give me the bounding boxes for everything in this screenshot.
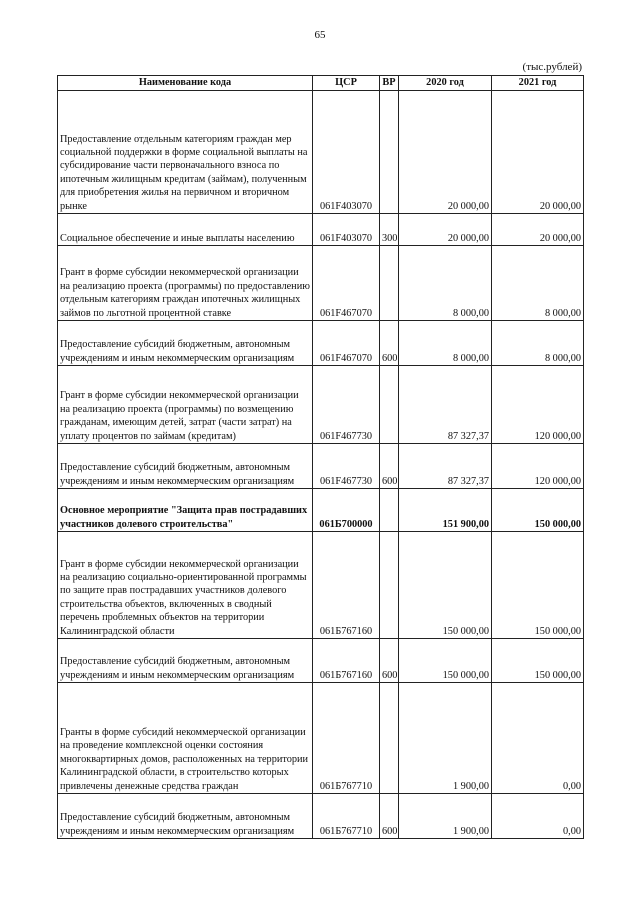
row-name: Предоставление субсидий бюджетным, автономным учреждениям и иным некоммерческим организациям (58, 444, 313, 489)
row-vr: 600 (380, 639, 399, 683)
table-row (58, 639, 584, 683)
row-csr: 061F467730 (313, 444, 380, 489)
row-vr (380, 532, 399, 639)
row-2021: 150 000,00 (492, 532, 584, 639)
row-2020: 150 000,00 (399, 639, 492, 683)
row-2020: 1 900,00 (399, 794, 492, 839)
row-vr (380, 489, 399, 532)
row-2020: 20 000,00 (399, 214, 492, 246)
row-csr: 061F403070 (313, 214, 380, 246)
row-csr: 061Б767710 (313, 794, 380, 839)
row-vr (380, 683, 399, 794)
row-2021: 0,00 (492, 683, 584, 794)
header-vr: ВР (380, 76, 399, 91)
row-name: Предоставление отдельным категориям граждан мер социальной поддержки в форме социальной выплаты на субсидирование части первоначального взноса по ипотечным жилищным кредитам (займам), полученным для приобретения жилья на первичном и вторичном рынке (58, 91, 313, 214)
row-vr: 600 (380, 794, 399, 839)
table-header-row (58, 76, 584, 91)
row-2020: 151 900,00 (399, 489, 492, 532)
row-2021: 120 000,00 (492, 366, 584, 444)
row-vr: 300 (380, 214, 399, 246)
row-2021: 150 000,00 (492, 489, 584, 532)
row-2020: 150 000,00 (399, 532, 492, 639)
table-row (58, 91, 584, 214)
row-2021: 8 000,00 (492, 321, 584, 366)
row-2021: 120 000,00 (492, 444, 584, 489)
row-2021: 20 000,00 (492, 214, 584, 246)
header-2020: 2020 год (399, 76, 492, 91)
row-name: Грант в форме субсидии некоммерческой организации на реализацию проекта (программы) по возмещению гражданам, имеющим детей, затрат (части затрат) на уплату процентов по займам (кредитам) (58, 366, 313, 444)
row-csr: 061F467070 (313, 246, 380, 321)
row-2021: 0,00 (492, 794, 584, 839)
table-row (58, 321, 584, 366)
row-name: Грант в форме субсидии некоммерческой организации на реализацию социально-ориентированной программы по защите прав пострадавших участников долевого строительства объектов, включенных в сводный перечень проблемных объектов на территории Калининградской области (58, 532, 313, 639)
row-2020: 8 000,00 (399, 321, 492, 366)
table-row (58, 532, 584, 639)
row-2020: 20 000,00 (399, 91, 492, 214)
row-2021: 20 000,00 (492, 91, 584, 214)
row-name: Основное мероприятие "Защита прав пострадавших участников долевого строительства" (58, 489, 313, 532)
row-name: Грант в форме субсидии некоммерческой организации на реализацию проекта (программы) по предоставлению отдельным категориям граждан ипотечных жилищных займов по льготной процентной ставке (58, 246, 313, 321)
table-row (58, 366, 584, 444)
row-name: Предоставление субсидий бюджетным, автономным учреждениям и иным некоммерческим организациям (58, 321, 313, 366)
row-vr: 600 (380, 444, 399, 489)
budget-table (57, 75, 584, 839)
row-2020: 8 000,00 (399, 246, 492, 321)
row-csr: 061Б767710 (313, 683, 380, 794)
row-vr (380, 366, 399, 444)
row-csr: 061Б700000 (313, 489, 380, 532)
row-csr: 061F467730 (313, 366, 380, 444)
row-2021: 150 000,00 (492, 639, 584, 683)
row-2020: 87 327,37 (399, 366, 492, 444)
row-2020: 1 900,00 (399, 683, 492, 794)
row-vr (380, 246, 399, 321)
header-name: Наименование кода (58, 76, 313, 91)
page-number: 65 (314, 29, 326, 41)
row-vr: 600 (380, 321, 399, 366)
table-row (58, 444, 584, 489)
row-2020: 87 327,37 (399, 444, 492, 489)
table-row (58, 683, 584, 794)
header-2021: 2021 год (492, 76, 584, 91)
table-row (58, 489, 584, 532)
header-csr: ЦСР (313, 76, 380, 91)
table-row (58, 214, 584, 246)
table-row (58, 246, 584, 321)
row-name: Предоставление субсидий бюджетным, автономным учреждениям и иным некоммерческим организациям (58, 794, 313, 839)
row-csr: 061F467070 (313, 321, 380, 366)
row-csr: 061Б767160 (313, 639, 380, 683)
row-2021: 8 000,00 (492, 246, 584, 321)
units-label: (тыс.рублей) (522, 61, 582, 73)
row-csr: 061Б767160 (313, 532, 380, 639)
row-vr (380, 91, 399, 214)
row-csr: 061F403070 (313, 91, 380, 214)
row-name: Социальное обеспечение и иные выплаты населению (58, 214, 313, 246)
table-row (58, 794, 584, 839)
row-name: Предоставление субсидий бюджетным, автономным учреждениям и иным некоммерческим организациям (58, 639, 313, 683)
row-name: Гранты в форме субсидий некоммерческой организации на проведение комплексной оценки состояния многоквартирных домов, расположенных на территории Калининградской области, в строительство которых привлечены денежные средства граждан (58, 683, 313, 794)
